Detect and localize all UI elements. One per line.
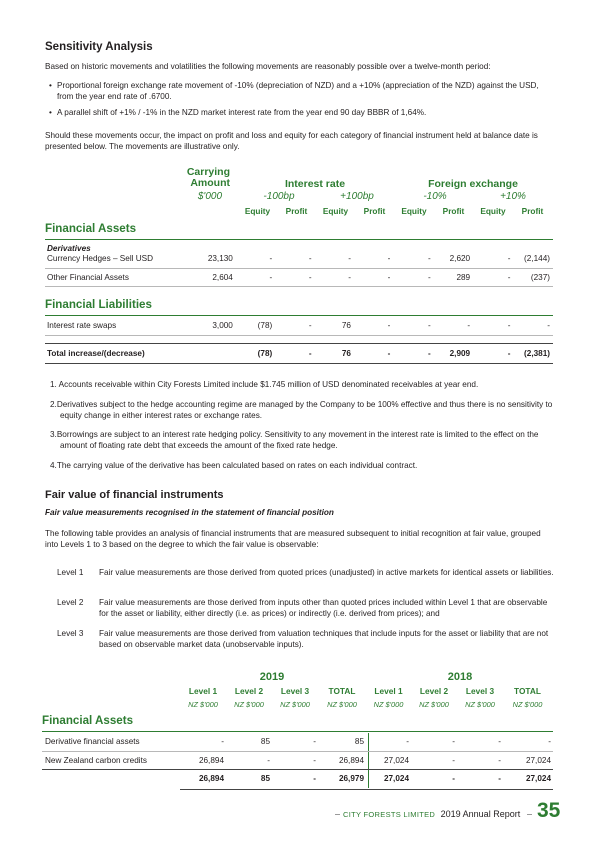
unit-header: NZ $'000 — [280, 700, 310, 709]
footer-report: 2019 Annual Report — [440, 809, 521, 819]
fair-value-table — [42, 733, 553, 788]
fair-value-intro: The following table provides an analysis of financial instruments that are measured subsequent to initial recognition at fair value, grouped into Levels 1 to 3 based on the degree to which the fair value is observable: — [45, 529, 541, 550]
cell: 3,000 — [212, 321, 233, 331]
unit-header: NZ $'000 — [419, 700, 449, 709]
cell: 2,604 — [212, 272, 233, 282]
level-name: Level 3 — [57, 629, 84, 638]
col-header: Level 3 — [465, 686, 495, 696]
level-text: Fair value measurements are those derived from valuation techniques that include inputs for the asset or liability that are not based on observable market data (unobservable inputs). — [99, 629, 549, 650]
col-header: Equity — [322, 206, 349, 216]
cell: - — [498, 774, 501, 784]
col-header: Equity — [244, 206, 271, 216]
section-title-sensitivity: Sensitivity Analysis — [45, 41, 153, 53]
row-label: Currency Hedges – Sell USD — [47, 254, 154, 264]
row-label: Derivative financial assets — [45, 737, 140, 747]
cell: 26,894 — [198, 774, 224, 784]
table-row-total — [45, 345, 553, 363]
cell: 27,024 — [383, 755, 409, 765]
cell: - — [547, 321, 550, 331]
divider — [45, 343, 553, 344]
sensitivity-bullets — [49, 80, 554, 119]
cell: 85 — [354, 737, 364, 747]
row-label: New Zealand carbon credits — [45, 755, 147, 765]
page-number: 35 — [537, 799, 561, 822]
level-name: Level 2 — [57, 598, 84, 607]
row-label: Other Financial Assets — [47, 272, 129, 282]
divider — [45, 315, 553, 316]
cell: - — [548, 737, 551, 747]
unit-header: NZ $'000 — [465, 700, 495, 709]
fair-value-subtitle: Fair value measurements recognised in the statement of financial position — [45, 508, 334, 517]
unit-header: NZ $'000 — [373, 700, 404, 709]
cell: - — [428, 272, 431, 282]
sub-header: -10% — [423, 191, 447, 202]
sensitivity-table-liabilities — [45, 317, 553, 336]
cell: - — [313, 774, 316, 784]
row-label — [42, 769, 180, 788]
col-header: Profit — [363, 206, 386, 216]
cell: 27,024 — [525, 755, 551, 765]
footer-company: CITY FORESTS LIMITED — [343, 810, 436, 819]
level-name: Level 1 — [57, 568, 84, 577]
derivatives-label: Derivatives — [47, 244, 91, 253]
row-label: Interest rate swaps — [47, 321, 117, 331]
cell: - — [428, 321, 431, 331]
cell: - — [387, 321, 391, 331]
cell: - — [269, 254, 273, 264]
sub-header: +100bp — [340, 191, 374, 202]
cell: - — [308, 349, 312, 359]
cell: - — [507, 321, 511, 331]
year-header: 2018 — [447, 671, 473, 683]
table-row — [42, 751, 553, 769]
col-header: Profit — [521, 206, 544, 216]
cell: - — [313, 737, 316, 747]
carrying-amount-header: Carrying Amount — [186, 166, 230, 189]
sensitivity-table-total — [45, 345, 553, 364]
cell: - — [308, 321, 312, 331]
sub-header: +10% — [500, 191, 526, 202]
cell: - — [498, 755, 501, 765]
cell: - — [387, 272, 391, 282]
financial-liabilities-title: Financial Liabilities — [45, 298, 152, 311]
cell: - — [507, 272, 511, 282]
col-header: Profit — [285, 206, 308, 216]
unit-header: NZ $'000 — [512, 700, 543, 709]
column-headers — [238, 206, 552, 216]
cell: - — [269, 272, 273, 282]
col-header: Equity — [480, 206, 506, 216]
bullet-item: • Proportional foreign exchange rate movement of -10% (depreciation of NZD) and a +10% (appreciation of the NZD) against the USD, from the year end rate of .6700. — [49, 81, 539, 102]
cell: 76 — [341, 321, 351, 331]
sensitivity-intro: Based on historic movements and volatilities the following movements are reasonably possible over a twelve-month period: — [45, 62, 491, 71]
table-row — [42, 733, 553, 751]
cell: (2,144) — [524, 254, 550, 264]
cell: 26,979 — [338, 774, 364, 784]
cell: - — [221, 737, 224, 747]
cell: 23,130 — [207, 254, 233, 264]
carrying-unit: $'000 — [197, 191, 222, 202]
cell: - — [498, 737, 501, 747]
interest-rate-header: Interest rate — [284, 178, 346, 190]
cell: 85 — [260, 774, 270, 784]
financial-assets-title-2: Financial Assets — [42, 714, 134, 727]
row-label: Total increase/(decrease) — [47, 349, 145, 359]
cell: (2,381) — [524, 349, 550, 359]
foreign-exchange-header: Foreign exchange — [428, 178, 518, 190]
col-header: TOTAL — [328, 686, 356, 696]
cell: - — [308, 272, 312, 282]
level-text: Fair value measurements are those derived from quoted prices (unadjusted) in active markets for identical assets or liabilities. — [99, 568, 554, 577]
table-row-total — [42, 769, 553, 788]
divider — [45, 239, 553, 240]
cell: - — [348, 272, 351, 282]
note-item: 4.The carrying value of the derivative has been calculated based on rates on each individual contract. — [50, 461, 418, 470]
cell: - — [387, 349, 391, 359]
cell: 26,894 — [198, 755, 224, 765]
cell: - — [267, 755, 270, 765]
note-item: 2.Derivatives subject to the hedge accounting regime are managed by the Company to be 100% effective and thus there is no sensitivity to equity change in either interest rates or exchange rates. — [50, 400, 553, 421]
cell: (78) — [257, 321, 273, 331]
cell: 2,620 — [449, 254, 471, 264]
unit-headers — [180, 700, 552, 709]
cell: - — [348, 254, 351, 264]
table-row — [45, 268, 553, 286]
cell: 85 — [260, 737, 270, 747]
col-header: Level 1 — [374, 686, 403, 696]
col-header: TOTAL — [514, 686, 541, 696]
column-headers-2 — [180, 686, 552, 696]
table-row — [45, 250, 553, 268]
cell: 289 — [456, 272, 471, 282]
col-header: Equity — [401, 206, 427, 216]
sensitivity-table-assets — [45, 250, 553, 287]
cell: - — [406, 737, 409, 747]
bullet-item: • A parallel shift of +1% / -1% in the NZD market interest rate from the year end 90 day BBBR of 1,64%. — [49, 108, 427, 118]
cell: - — [452, 737, 455, 747]
cell: - — [387, 254, 391, 264]
cell: - — [428, 254, 431, 264]
cell: 76 — [341, 349, 351, 359]
cell: (78) — [257, 349, 273, 359]
col-header: Level 2 — [234, 686, 264, 696]
cell — [179, 345, 236, 363]
footer-text — [340, 809, 527, 819]
cell: - — [467, 321, 471, 331]
col-header: Level 2 — [419, 686, 449, 696]
col-header: Profit — [442, 206, 465, 216]
section-title-fair-value: Fair value of financial instruments — [45, 489, 224, 501]
cell: - — [507, 349, 511, 359]
financial-assets-title: Financial Assets — [45, 222, 137, 235]
cell: 2,909 — [449, 349, 471, 359]
sensitivity-outro: Should these movements occur, the impact on profit and loss and equity for each category of financial instrument held at balance date is presented below. The movements are illustrative only. — [45, 131, 538, 152]
cell: 26,894 — [338, 755, 364, 765]
unit-header: NZ $'000 — [234, 700, 264, 709]
cell: - — [313, 755, 316, 765]
cell: - — [507, 254, 511, 264]
col-header: Level 3 — [280, 686, 310, 696]
level-text: Fair value measurements are those derived from inputs other than quoted prices included within Level 1 that are observable for the asset or liability, either directly (i.e. as prices) or indirectly (i.e. derived from prices); and — [99, 598, 548, 619]
cell: - — [452, 755, 455, 765]
note-item: 3.Borrowings are subject to an interest rate hedging policy. Sensitivity to any movement in the interest rate is limited to the effect on the amount of floating rate debt that exceeds the amount of the fixed rate hedge. — [50, 430, 539, 451]
cell: - — [308, 254, 312, 264]
cell: - — [428, 349, 431, 359]
unit-header: NZ $'000 — [327, 700, 357, 709]
year-header: 2019 — [259, 671, 285, 683]
note-item: 1. Accounts receivable within City Forests Limited include $1.745 million of USD denominated receivables at year end. — [50, 380, 479, 389]
cell: 27,024 — [383, 774, 409, 784]
unit-header: NZ $'000 — [188, 700, 218, 709]
divider — [180, 789, 553, 790]
cell: - — [452, 774, 455, 784]
table-row — [45, 317, 553, 335]
sub-header: -100bp — [263, 191, 295, 202]
cell: (237) — [530, 272, 550, 282]
cell: 27,024 — [525, 774, 551, 784]
col-header: Level 1 — [188, 686, 218, 696]
divider — [42, 731, 553, 732]
